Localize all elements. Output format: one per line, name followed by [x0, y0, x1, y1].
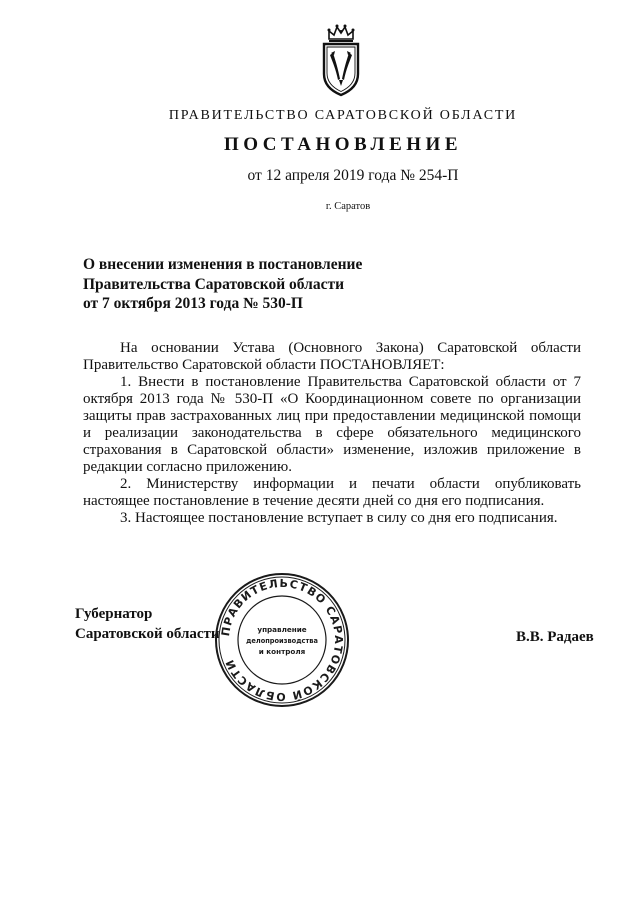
stamp-inner-line: управление — [257, 625, 307, 634]
body-paragraph: 2. Министерству информации и печати области опубликовать настоящее постановление в течение десяти дней со дня его подписания. — [83, 476, 581, 509]
document-subject — [83, 255, 403, 314]
body-paragraph: На основании Устава (Основного Закона) Саратовской области Правительство Саратовской области ПОСТАНОВЛЯЕТ: — [83, 340, 581, 373]
stamp-inner-line: и контроля — [258, 647, 306, 656]
signer-position-line: Саратовской области — [75, 625, 220, 642]
official-stamp — [212, 570, 352, 710]
subject-line: от 7 октября 2013 года № 530-П — [83, 295, 303, 312]
document-date-number: от 12 апреля 2019 года № 254-П — [247, 167, 459, 184]
body-paragraph: 3. Настоящее постановление вступает в силу со дня его подписания. — [120, 510, 558, 526]
signer-position-line: Губернатор — [75, 606, 153, 622]
document-city: г. Саратов — [325, 201, 371, 212]
stamp-outer-text: ПРАВИТЕЛЬСТВО САРАТОВСКОЙ ОБЛАСТИ — [218, 576, 346, 704]
government-name: ПРАВИТЕЛЬСТВО САРАТОВСКОЙ ОБЛАСТИ — [168, 108, 518, 123]
subject-line: Правительства Саратовской области — [83, 275, 344, 293]
saratov-coat-of-arms-icon — [318, 22, 364, 98]
document-body — [83, 340, 581, 527]
signer-name: В.В. Радаев — [516, 629, 594, 645]
document-type: ПОСТАНОВЛЕНИЕ — [223, 134, 463, 155]
body-paragraph: 1. Внести в постановление Правительства Саратовской области от 7 октября 2013 года № 530-П «О Координационном совете по организации защиты прав застрахованных лиц при предоставлении медицинской помощи и реализации законодательства в сфере обязательного медицинского страхования в Саратовской области» изменение, изложив приложение в редакции согласно приложению. — [83, 374, 581, 475]
subject-line: О внесении изменения в постановление — [83, 256, 363, 273]
stamp-inner-line: делопроизводства — [246, 637, 318, 645]
